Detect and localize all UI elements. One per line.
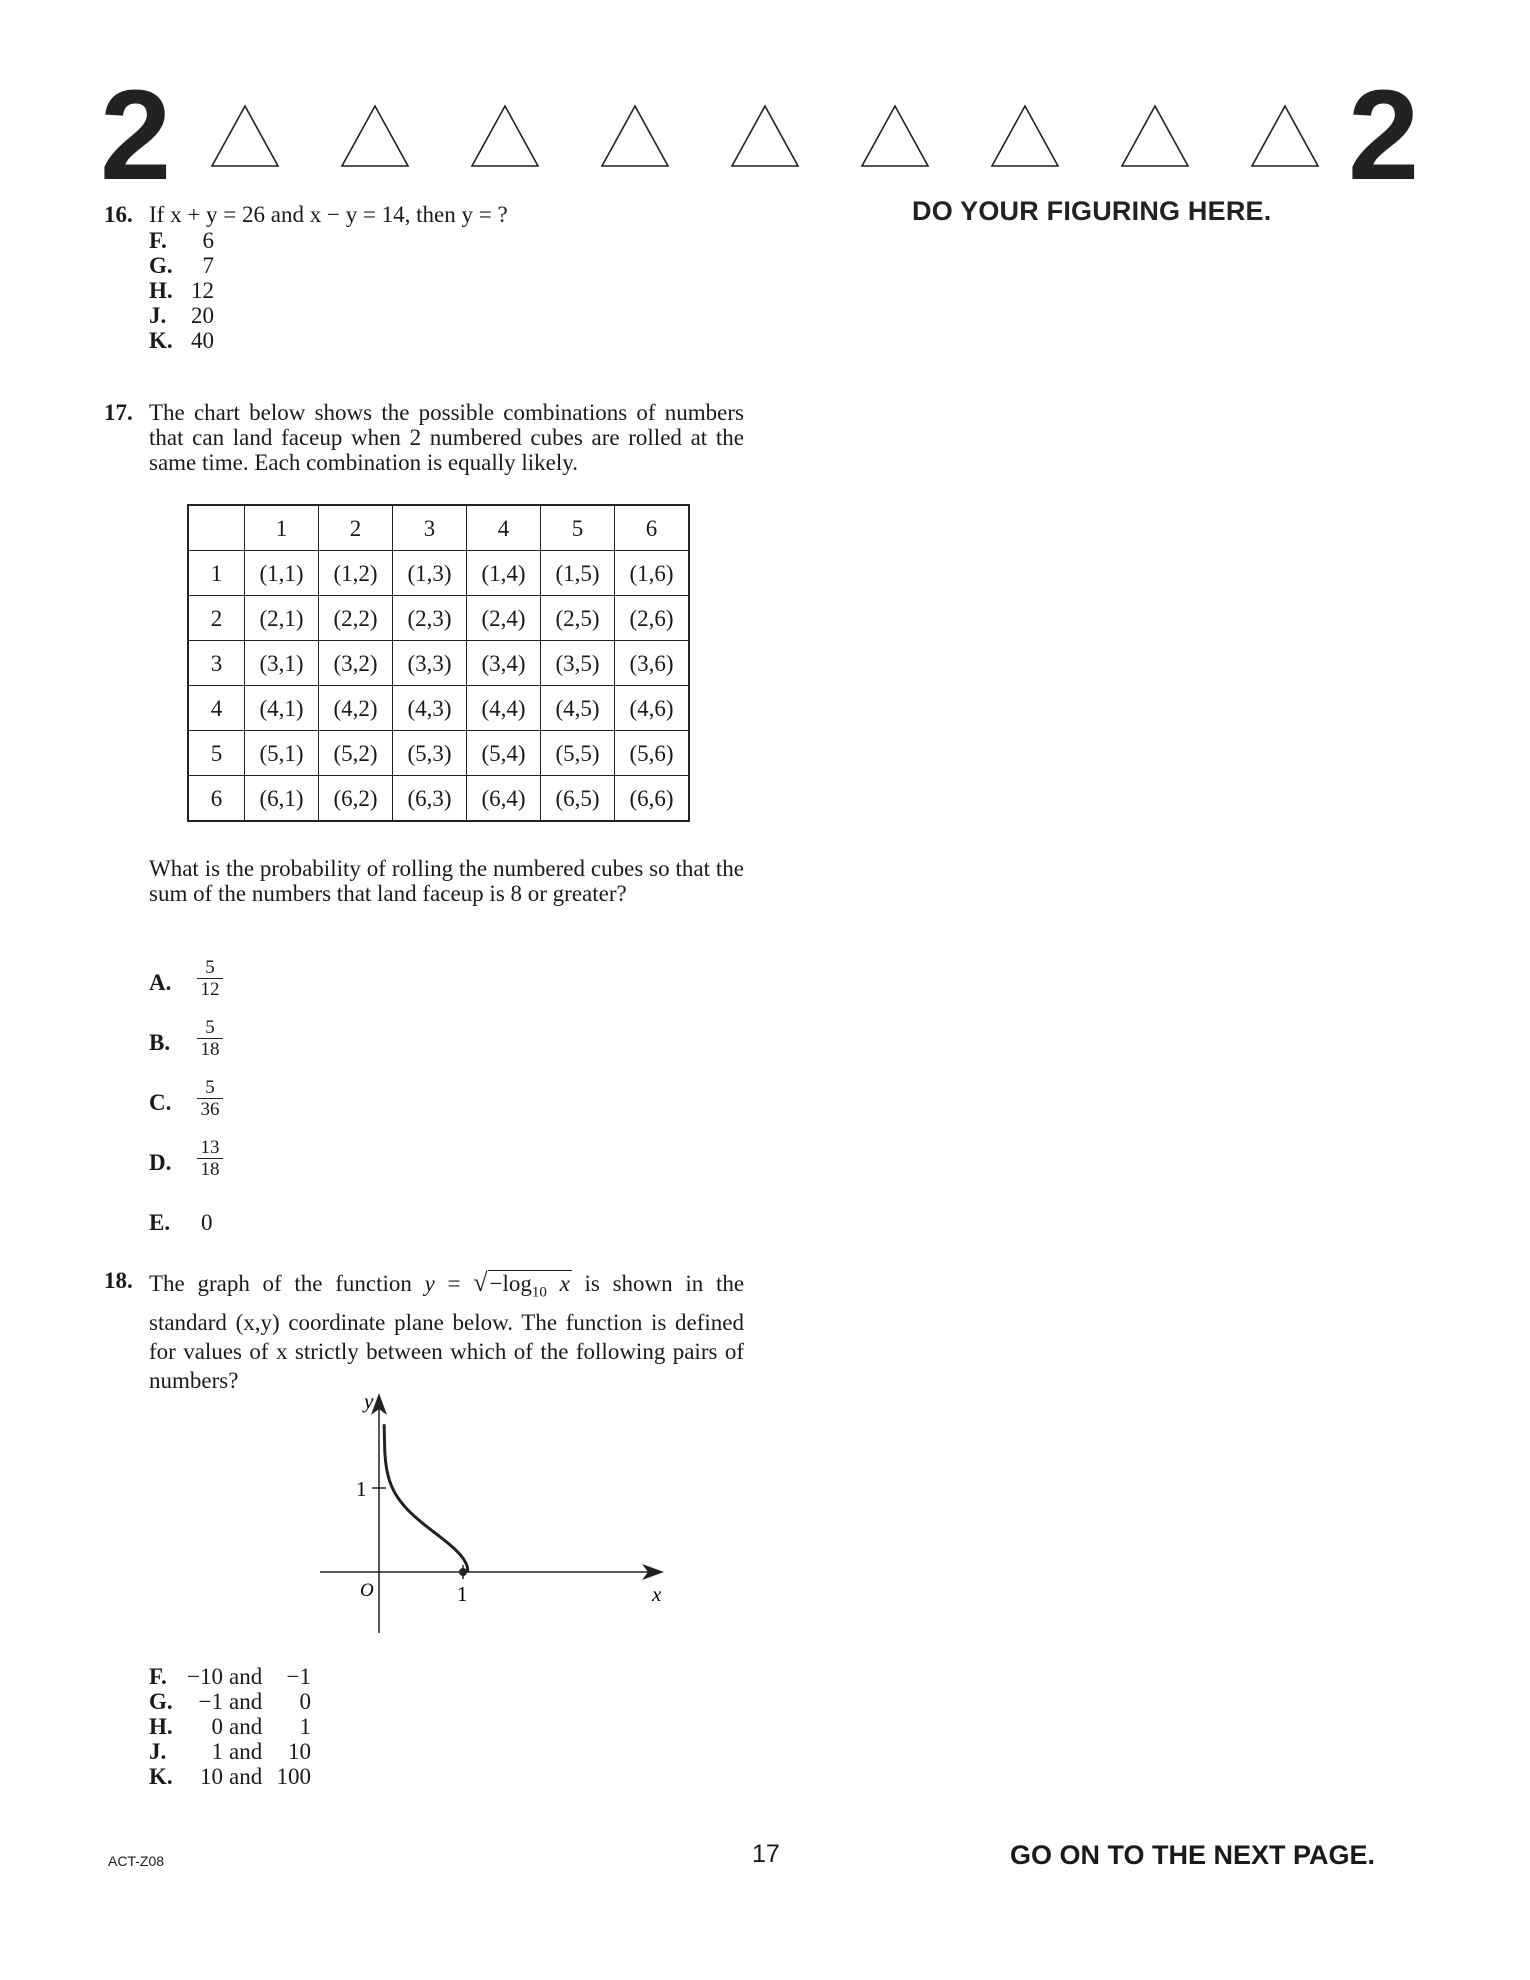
radicand-var: x	[559, 1271, 570, 1296]
triangle-icon	[860, 104, 930, 168]
question-number: 17.	[104, 400, 133, 425]
table-cell: (1,2)	[319, 551, 393, 596]
triangle-icon	[1250, 104, 1320, 168]
radicand	[488, 1270, 572, 1301]
table-cell: (3,1)	[245, 641, 319, 686]
answer-choice-g[interactable]	[149, 253, 744, 278]
question-17	[104, 400, 744, 1235]
origin-label: O	[360, 1580, 374, 1601]
triangle-icon	[1120, 104, 1190, 168]
range-and: and	[229, 1664, 263, 1689]
range-end: 1	[299, 1714, 311, 1739]
choice-value: 6	[202, 228, 214, 253]
range-and: and	[229, 1714, 263, 1739]
table-cell: (4,1)	[245, 686, 319, 731]
choice-value: 40	[191, 328, 214, 353]
choice-letter: B.	[149, 1030, 171, 1055]
numerator: 5	[205, 957, 215, 978]
table-cell: (4,5)	[541, 686, 615, 731]
answer-choices	[149, 1664, 449, 1789]
range-start: 0	[211, 1714, 223, 1739]
denominator: 18	[197, 1038, 223, 1060]
table-row	[188, 731, 689, 776]
numerator: 5	[205, 1077, 215, 1098]
text-part1: The graph of the function	[149, 1271, 412, 1296]
fraction	[197, 1018, 223, 1060]
column-header-cell: 2	[319, 505, 393, 551]
table-row	[188, 551, 689, 596]
numerator: 5	[205, 1017, 215, 1038]
denominator: 18	[197, 1158, 223, 1180]
table-cell: (5,3)	[393, 731, 467, 776]
choice-letter: G.	[149, 253, 173, 278]
table-cell: (2,1)	[245, 596, 319, 641]
choice-letter: F.	[149, 228, 167, 253]
table-cell: (2,4)	[467, 596, 541, 641]
choice-letter: F.	[149, 1664, 167, 1689]
choice-letter: K.	[149, 328, 173, 353]
table-cell: (6,1)	[245, 776, 319, 822]
question-text: If x + y = 26 and x − y = 14, then y = ?	[149, 202, 508, 227]
table-cell: (3,4)	[467, 641, 541, 686]
function-curve	[384, 1424, 468, 1572]
table-cell: (3,5)	[541, 641, 615, 686]
choice-letter: A.	[149, 970, 172, 995]
choice-letter: H.	[149, 1714, 173, 1739]
column-header-cell: 1	[245, 505, 319, 551]
column-header-cell	[188, 505, 245, 551]
next-page-instruction: GO ON TO THE NEXT PAGE.	[1010, 1840, 1376, 1870]
choice-value: 0	[201, 1210, 213, 1235]
fraction	[197, 958, 223, 1000]
table-cell: (2,2)	[319, 596, 393, 641]
question-18	[104, 1268, 744, 1808]
function-graph	[304, 1388, 674, 1648]
denominator: 12	[197, 978, 223, 1000]
form-code: ACT-Z08	[108, 1853, 165, 1869]
question-number: 18.	[104, 1268, 133, 1293]
section-number-right: 2	[1348, 64, 1420, 207]
table-cell: (6,3)	[393, 776, 467, 822]
denominator: 36	[197, 1098, 223, 1120]
choice-letter: J.	[149, 303, 167, 328]
y-axis-label: y	[364, 1389, 374, 1413]
table-cell: (5,1)	[245, 731, 319, 776]
answer-choice-j[interactable]	[149, 303, 744, 328]
endpoint-dot	[459, 1568, 467, 1576]
fraction	[197, 1078, 223, 1120]
range-end: 0	[299, 1689, 311, 1714]
table-cell: (4,3)	[393, 686, 467, 731]
table-cell: (1,1)	[245, 551, 319, 596]
range-start: 10	[200, 1764, 223, 1789]
section-number-left: 2	[100, 64, 172, 207]
question-text	[149, 1268, 744, 1395]
table-cell: (3,2)	[319, 641, 393, 686]
page-number: 17	[752, 1840, 780, 1868]
x-axis-label: x	[652, 1582, 662, 1606]
table-row	[188, 596, 689, 641]
table-cell: (6,6)	[615, 776, 690, 822]
answer-choice-g[interactable]	[149, 1689, 449, 1714]
question-16	[104, 202, 744, 353]
function-y: y	[424, 1271, 435, 1296]
radicand-log: −log	[489, 1271, 532, 1296]
table-cell: (6,5)	[541, 776, 615, 822]
answer-choice-k[interactable]	[149, 328, 744, 353]
answer-choices	[149, 228, 744, 353]
answer-choice-j[interactable]	[149, 1739, 449, 1764]
table-cell: (1,4)	[467, 551, 541, 596]
table-cell: (5,4)	[467, 731, 541, 776]
triangle-icon	[210, 104, 280, 168]
table-cell: (6,4)	[467, 776, 541, 822]
row-header-cell: 1	[188, 551, 245, 596]
choice-letter: D.	[149, 1150, 172, 1175]
choice-letter: E.	[149, 1210, 171, 1235]
range-and: and	[229, 1739, 263, 1764]
answer-choice-f[interactable]	[149, 228, 744, 253]
table-cell: (6,2)	[319, 776, 393, 822]
row-header-cell: 4	[188, 686, 245, 731]
function-equals: =	[447, 1271, 461, 1296]
table-cell: (1,3)	[393, 551, 467, 596]
question-intro: The chart below shows the possible combinations of numbers that can land faceup when 2 numbered cubes are rolled at the same time. Each combination is equally likely.	[149, 400, 744, 475]
column-header-cell: 4	[467, 505, 541, 551]
text-part2: is shown in the standard (x,y) coordinate plane below. The function is defined for values of x strictly between which of the following pairs of numbers?	[149, 1271, 745, 1393]
triangle-icon	[340, 104, 410, 168]
answer-choice-f[interactable]	[149, 1664, 449, 1689]
table-cell: (3,6)	[615, 641, 690, 686]
table-cell: (3,3)	[393, 641, 467, 686]
table-cell: (4,2)	[319, 686, 393, 731]
y-tick-label: 1	[356, 1477, 367, 1501]
function-expression	[424, 1268, 585, 1301]
question-number: 16.	[104, 202, 133, 227]
range-end: −1	[286, 1664, 311, 1689]
triangle-icon	[730, 104, 800, 168]
column-header-cell: 5	[541, 505, 615, 551]
triangle-icon	[470, 104, 540, 168]
range-and: and	[229, 1764, 263, 1789]
range-end: 100	[276, 1764, 311, 1789]
range-end: 10	[288, 1739, 311, 1764]
choice-letter: K.	[149, 1764, 173, 1789]
table-cell: (5,6)	[615, 731, 690, 776]
choice-letter: G.	[149, 1689, 173, 1714]
row-header-cell: 3	[188, 641, 245, 686]
triangle-icon	[600, 104, 670, 168]
table-cell: (5,5)	[541, 731, 615, 776]
row-header-cell: 5	[188, 731, 245, 776]
table-cell: (1,6)	[615, 551, 690, 596]
table-cell: (4,4)	[467, 686, 541, 731]
table-row	[188, 776, 689, 822]
column-header-cell: 3	[393, 505, 467, 551]
fraction	[197, 1138, 223, 1180]
answer-choice-k[interactable]	[149, 1764, 449, 1789]
table-cell: (2,3)	[393, 596, 467, 641]
row-header-cell: 2	[188, 596, 245, 641]
dice-combinations-table	[187, 504, 690, 822]
choice-value: 12	[191, 278, 214, 303]
table-cell: (2,6)	[615, 596, 690, 641]
table-header-row	[188, 505, 689, 551]
table-row	[188, 686, 689, 731]
question-prompt: What is the probability of rolling the numbered cubes so that the sum of the numbers that land faceup is 8 or greater?	[149, 856, 744, 906]
table-cell: (1,5)	[541, 551, 615, 596]
x-tick-label: 1	[457, 1582, 468, 1606]
table-cell: (2,5)	[541, 596, 615, 641]
choice-letter: H.	[149, 278, 173, 303]
table-cell: (4,6)	[615, 686, 690, 731]
sqrt-sign: √	[473, 1268, 488, 1297]
row-header-cell: 6	[188, 776, 245, 822]
choice-letter: J.	[149, 1739, 167, 1764]
range-start: −10	[187, 1664, 223, 1689]
table-row	[188, 641, 689, 686]
log-base: 10	[531, 1284, 547, 1301]
range-start: −1	[198, 1689, 223, 1714]
choice-letter: C.	[149, 1090, 172, 1115]
choice-value: 7	[202, 253, 214, 278]
range-and: and	[229, 1689, 263, 1714]
figuring-label: DO YOUR FIGURING HERE.	[912, 196, 1272, 226]
numerator: 13	[200, 1137, 220, 1158]
range-start: 1	[211, 1739, 223, 1764]
answer-choice-h[interactable]	[149, 278, 744, 303]
column-header-cell: 6	[615, 505, 690, 551]
table-cell: (5,2)	[319, 731, 393, 776]
triangle-icon	[990, 104, 1060, 168]
answer-choice-h[interactable]	[149, 1714, 449, 1739]
choice-value: 20	[191, 303, 214, 328]
